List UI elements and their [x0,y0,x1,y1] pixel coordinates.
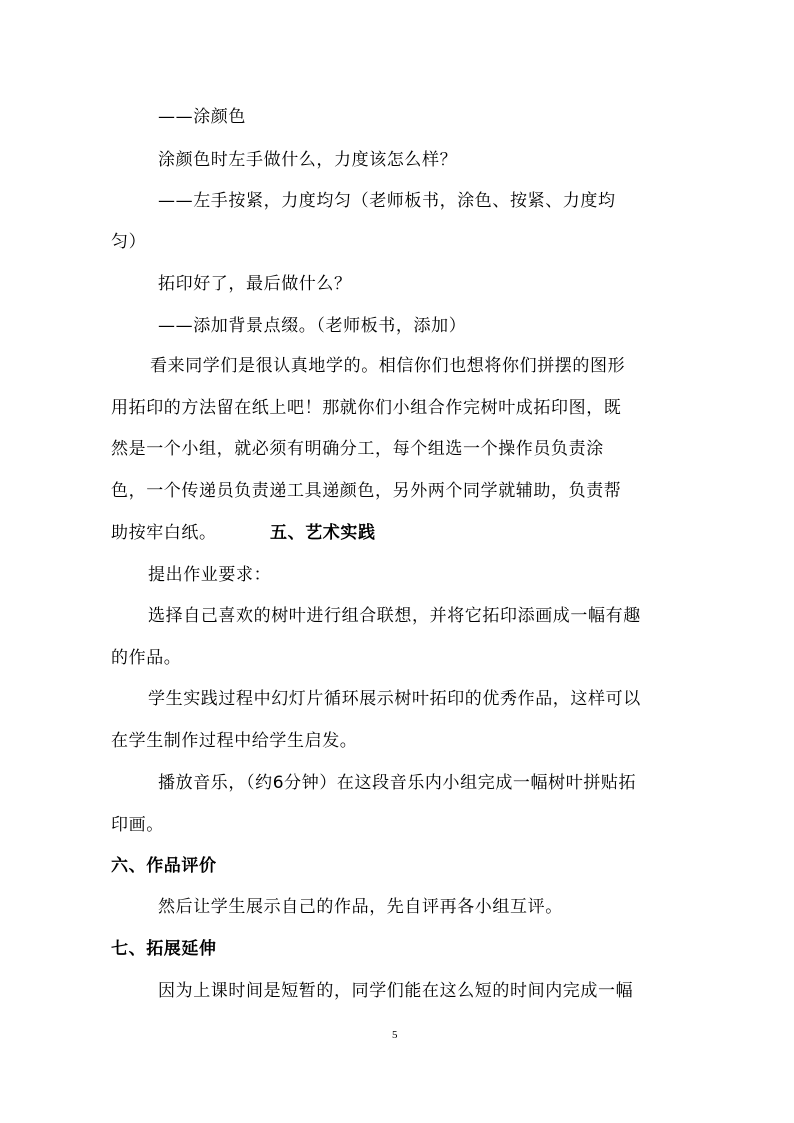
body-line: ——涂颜色 [158,107,246,127]
body-line: 助按牢白纸。 [111,523,217,543]
body-line: ——左手按紧，力度均匀（老师板书，涂色、按紧、力度均 [158,191,616,211]
section-heading: 六、作品评价 [111,856,217,876]
body-line: ——添加背景点缀。（老师板书，添加） [158,316,467,336]
section-heading: 五、艺术实践 [270,523,376,543]
body-line: 匀） [111,232,147,252]
section-heading: 七、拓展延伸 [111,939,217,959]
body-line: 在学生制作过程中给学生启发。 [111,731,358,751]
body-line: 色，一个传递员负责递工具递颜色，另外两个同学就辅助，负责帮 [111,481,622,501]
body-line: 然是一个小组，就必须有明确分工，每个组选一个操作员负责涂 [111,439,604,459]
body-line: 看来同学们是很认真地学的。相信你们也想将你们拼摆的图形 [150,356,626,376]
page-number: 5 [392,1029,398,1041]
body-line: 印画。 [111,815,164,835]
body-line: 用拓印的方法留在纸上吧！那就你们小组合作完树叶成拓印图，既 [111,398,622,418]
body-line: 选择自己喜欢的树叶进行组合联想，并将它拓印添画成一幅有趣 [148,606,641,626]
body-line: 然后让学生展示自己的作品，先自评再各小组互评。 [158,897,563,917]
body-line: 拓印好了，最后做什么？ [158,274,352,294]
body-line: 的作品。 [111,648,182,668]
body-line: 涂颜色时左手做什么，力度该怎么样？ [158,150,458,170]
body-line: 播放音乐，（约6分钟）在这段音乐内小组完成一幅树叶拼贴拓 [158,773,637,793]
body-line: 学生实践过程中幻灯片循环展示树叶拓印的优秀作品，这样可以 [148,689,641,709]
body-line: 提出作业要求： [148,565,272,585]
body-line: 因为上课时间是短暂的，同学们能在这么短的时间内完成一幅 [158,981,634,1001]
